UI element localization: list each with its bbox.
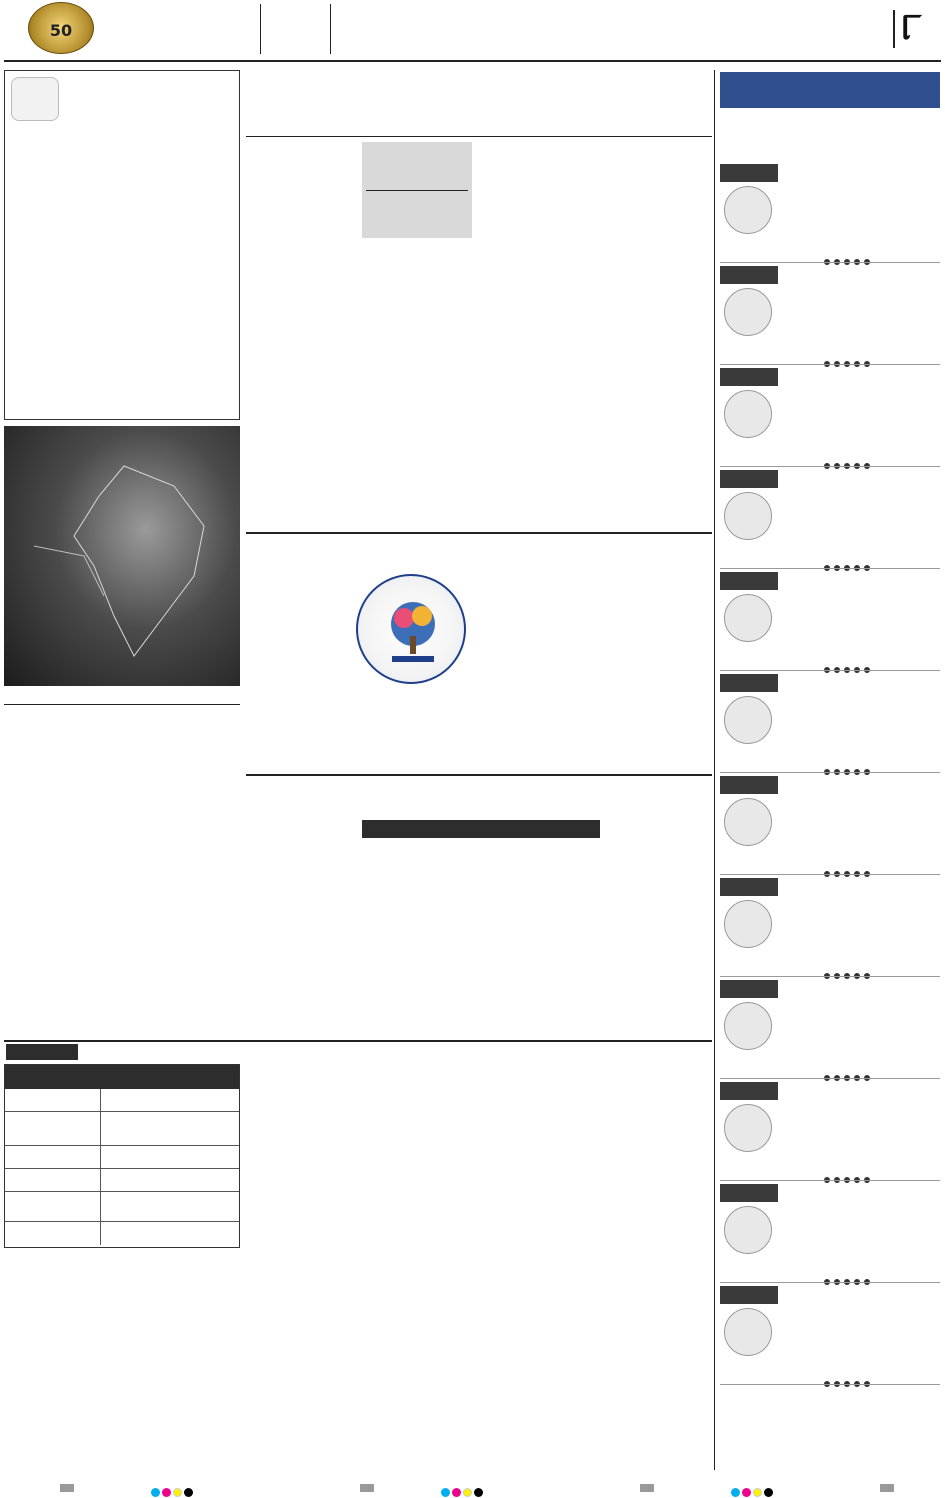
zodiac-sign-block bbox=[720, 776, 940, 872]
zodiac-forecast-text bbox=[782, 1082, 940, 1164]
cyan-dot-icon bbox=[731, 1488, 740, 1497]
masthead bbox=[0, 0, 945, 62]
zodiac-forecast-text bbox=[782, 1184, 940, 1266]
zodiac-symbol-icon bbox=[724, 186, 772, 234]
zodiac-divider bbox=[720, 874, 940, 875]
zodiac-divider bbox=[720, 1282, 940, 1283]
gray-bar-2 bbox=[360, 1484, 374, 1492]
schedule-table-title bbox=[5, 1065, 239, 1089]
zodiac-divider bbox=[720, 1384, 940, 1385]
zodiac-forecast-text bbox=[782, 266, 940, 348]
anniversary-badge-icon bbox=[28, 2, 94, 54]
zodiac-sign-name bbox=[720, 674, 778, 692]
schedule-time bbox=[5, 1146, 101, 1168]
yellow-dot-icon bbox=[753, 1488, 762, 1497]
zodiac-sign-name bbox=[720, 572, 778, 590]
schedule-event bbox=[101, 1146, 239, 1168]
yellow-dot-icon bbox=[173, 1488, 182, 1497]
front-page-label-box bbox=[6, 1044, 78, 1060]
schedule-time bbox=[5, 1089, 101, 1111]
zodiac-forecast-text bbox=[782, 1286, 940, 1368]
feature-body-2 bbox=[11, 321, 235, 395]
schedule-table bbox=[4, 1064, 240, 1248]
lead-headline bbox=[246, 72, 712, 132]
zodiac-forecast-text bbox=[782, 572, 940, 654]
zodiac-sign-block bbox=[720, 368, 940, 464]
feature-box bbox=[4, 70, 240, 420]
zodiac-divider bbox=[720, 568, 940, 569]
rating-dots bbox=[820, 1270, 940, 1278]
temple-callout bbox=[146, 770, 240, 820]
rating-dots bbox=[820, 556, 940, 564]
zodiac-sign-block bbox=[720, 1184, 940, 1280]
continuation-2-body bbox=[4, 1354, 240, 1472]
schedule-row bbox=[5, 1192, 239, 1222]
rating-dots bbox=[820, 250, 940, 258]
feature-body-1 bbox=[11, 209, 235, 279]
masthead-top-box bbox=[266, 4, 326, 54]
rating-dots bbox=[820, 658, 940, 666]
zodiac-sign-name bbox=[720, 470, 778, 488]
zodiac-forecast-text bbox=[782, 470, 940, 552]
schedule-event bbox=[101, 1222, 239, 1245]
rating-dots bbox=[820, 964, 940, 972]
schedule-time bbox=[5, 1169, 101, 1191]
lead-body bbox=[250, 170, 712, 530]
logo-headline bbox=[246, 538, 712, 572]
zodiac-sign-block bbox=[720, 572, 940, 668]
zodiac-sign-block bbox=[720, 878, 940, 974]
schedule-time bbox=[5, 1222, 101, 1245]
rashifala-header bbox=[720, 72, 940, 108]
remand-body bbox=[250, 846, 712, 1036]
zodiac-symbol-icon bbox=[724, 1104, 772, 1152]
rating-dots bbox=[820, 760, 940, 768]
rashifala-footer-note bbox=[720, 1396, 940, 1468]
schedule-time bbox=[5, 1192, 101, 1221]
yellow-dot-icon bbox=[463, 1488, 472, 1497]
rashifala-divider bbox=[714, 70, 715, 1470]
front-page-rule bbox=[4, 1040, 712, 1042]
zodiac-symbol-icon bbox=[724, 1206, 772, 1254]
page-number: ୮ bbox=[902, 4, 922, 48]
masthead-top-strip bbox=[336, 4, 776, 54]
schedule-row bbox=[5, 1222, 239, 1245]
zodiac-forecast-text bbox=[782, 164, 940, 246]
middle-continuation-body bbox=[246, 1048, 472, 1152]
zodiac-sign-name bbox=[720, 164, 778, 182]
section-divider bbox=[893, 10, 895, 48]
cmyk-marks-right bbox=[730, 1482, 774, 1498]
temple-story-rule bbox=[4, 704, 240, 705]
map-outline-icon bbox=[4, 426, 240, 686]
world-odia-conference-logo-icon bbox=[356, 574, 466, 684]
schedule-event bbox=[101, 1112, 239, 1145]
lead-headline-rule bbox=[246, 136, 712, 137]
zodiac-sign-name bbox=[720, 266, 778, 284]
zodiac-sign-block bbox=[720, 980, 940, 1076]
logo-body-right bbox=[472, 578, 712, 770]
black-dot-icon bbox=[764, 1488, 773, 1497]
zodiac-symbol-icon bbox=[724, 696, 772, 744]
remand-story-rule bbox=[246, 774, 712, 776]
gray-bar-3 bbox=[640, 1484, 654, 1492]
schedule-row bbox=[5, 1146, 239, 1169]
schedule-row bbox=[5, 1089, 239, 1112]
zodiac-symbol-icon bbox=[724, 900, 772, 948]
gray-bar-4 bbox=[880, 1484, 894, 1492]
zodiac-sign-name bbox=[720, 368, 778, 386]
nisha-body bbox=[478, 1264, 712, 1472]
tree-emblem-icon bbox=[358, 576, 468, 686]
rating-dots bbox=[820, 352, 940, 360]
black-dot-icon bbox=[184, 1488, 193, 1497]
black-dot-icon bbox=[474, 1488, 483, 1497]
zodiac-forecast-text bbox=[782, 776, 940, 858]
zodiac-divider bbox=[720, 364, 940, 365]
gray-bar-1 bbox=[60, 1484, 74, 1492]
rating-dots bbox=[820, 1372, 940, 1380]
cmyk-marks-left bbox=[150, 1482, 194, 1498]
zodiac-sign-name bbox=[720, 776, 778, 794]
feature-intro bbox=[11, 125, 235, 151]
rating-dots bbox=[820, 862, 940, 870]
zodiac-divider bbox=[720, 772, 940, 773]
zodiac-sign-name bbox=[720, 1184, 778, 1202]
satellite-weather-map-image bbox=[4, 426, 240, 686]
cyan-dot-icon bbox=[151, 1488, 160, 1497]
zodiac-sign-block bbox=[720, 1082, 940, 1178]
logo-body-left bbox=[250, 604, 350, 770]
magenta-dot-icon bbox=[162, 1488, 171, 1497]
masthead-divider-2 bbox=[330, 4, 331, 54]
schedule-event bbox=[101, 1192, 239, 1221]
schedule-row bbox=[5, 1169, 239, 1192]
zodiac-symbol-icon bbox=[724, 1002, 772, 1050]
remand-headline bbox=[246, 778, 712, 818]
zodiac-sign-name bbox=[720, 1082, 778, 1100]
logo-story-rule bbox=[246, 532, 712, 534]
zodiac-forecast-text bbox=[782, 674, 940, 756]
zodiac-divider bbox=[720, 1180, 940, 1181]
masthead-bottom-rule bbox=[4, 60, 941, 62]
zodiac-symbol-icon bbox=[724, 390, 772, 438]
schedule-event bbox=[101, 1089, 239, 1111]
cmyk-marks-center bbox=[440, 1482, 484, 1498]
continuation-1-body bbox=[4, 1284, 240, 1330]
rating-dots bbox=[820, 1168, 940, 1176]
zodiac-sign-block bbox=[720, 266, 940, 362]
schedule-row bbox=[5, 1112, 239, 1146]
zodiac-sign-block bbox=[720, 674, 940, 770]
zodiac-divider bbox=[720, 262, 940, 263]
zodiac-forecast-text bbox=[782, 980, 940, 1062]
zodiac-divider bbox=[720, 1078, 940, 1079]
zodiac-sign-name bbox=[720, 980, 778, 998]
zodiac-symbol-icon bbox=[724, 288, 772, 336]
zodiac-divider bbox=[720, 976, 940, 977]
cyan-dot-icon bbox=[441, 1488, 450, 1497]
zodiac-forecast-text bbox=[782, 368, 940, 450]
schedule-time bbox=[5, 1112, 101, 1145]
aavas-body bbox=[246, 1176, 472, 1472]
zodiac-divider bbox=[720, 466, 940, 467]
magenta-dot-icon bbox=[452, 1488, 461, 1497]
kohala-body bbox=[478, 1070, 712, 1240]
schedule-event bbox=[101, 1169, 239, 1191]
rating-dots bbox=[820, 454, 940, 462]
rating-dots bbox=[820, 1066, 940, 1074]
zodiac-symbol-icon bbox=[724, 798, 772, 846]
zodiac-sign-name bbox=[720, 1286, 778, 1304]
zodiac-forecast-text bbox=[782, 878, 940, 960]
remand-subhead-box bbox=[362, 820, 600, 838]
zodiac-sign-block bbox=[720, 1286, 940, 1382]
zodiac-symbol-icon bbox=[724, 492, 772, 540]
zodiac-sign-block bbox=[720, 164, 940, 260]
zodiac-symbol-icon bbox=[724, 594, 772, 642]
temple-body bbox=[4, 822, 240, 1036]
magenta-dot-icon bbox=[742, 1488, 751, 1497]
zodiac-symbol-icon bbox=[724, 1308, 772, 1356]
zodiac-sign-block bbox=[720, 470, 940, 566]
zodiac-sign-name bbox=[720, 878, 778, 896]
map-caption bbox=[4, 688, 240, 700]
cartoon-faces-icon bbox=[11, 77, 59, 121]
print-registration-strip bbox=[0, 1478, 945, 1498]
zodiac-divider bbox=[720, 670, 940, 671]
masthead-divider-1 bbox=[260, 4, 261, 54]
temple-headline bbox=[4, 708, 240, 764]
badge-number: 50 bbox=[49, 21, 73, 40]
